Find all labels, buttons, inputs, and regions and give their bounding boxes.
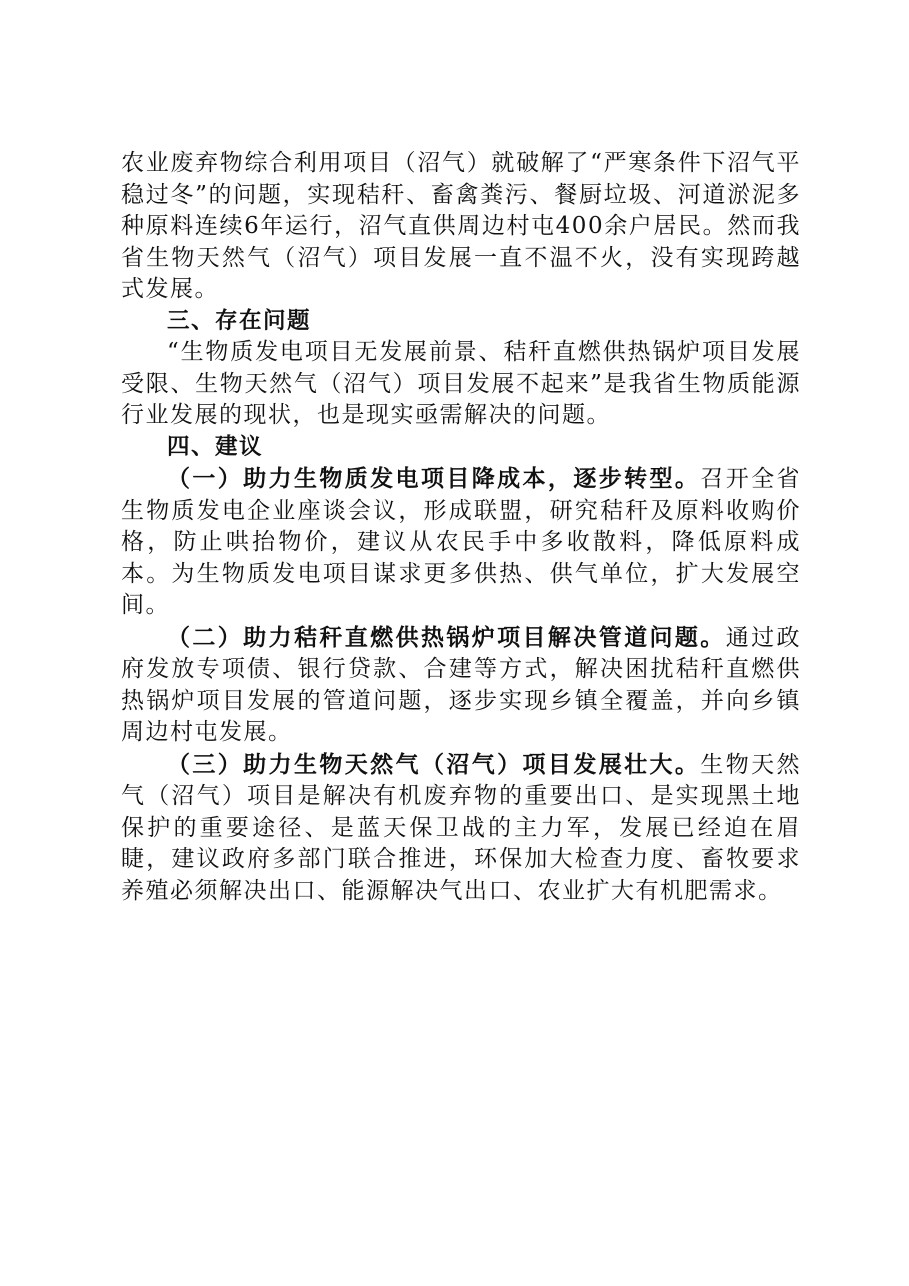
suggestion-paragraph-1 xyxy=(121,463,801,622)
section-heading-problems: 三、存在问题 xyxy=(167,307,312,334)
suggestion-1-body: 召开全省生物质发电企业座谈会议，形成联盟，研究秸秆及原料收购价格，防止哄抬物价，建议从农民手中多收散料，降低原料成本。为生物质发电项目谋求更多供热、供气单位，扩大发展空间。 xyxy=(121,466,802,618)
suggestion-paragraph-2 xyxy=(121,622,801,749)
intro-paragraph: 农业废弃物综合利用项目（沼气）就破解了“严寒条件下沼气平稳过冬”的问题，实现秸秆、畜禽粪污、餐厨垃圾、河道淤泥多种原料连续6年运行，沼气直供周边村屯400余户居民。然而我省生物天然气（沼气）项目发展一直不温不火，没有实现跨越式发展。 xyxy=(121,150,801,302)
suggestion-2-body: 通过政府发放专项债、银行贷款、合建等方式，解决困扰秸秆直燃供热锅炉项目发展的管道问题，逐步实现乡镇全覆盖，并向乡镇周边村屯发展。 xyxy=(121,624,802,745)
section-heading-suggestions: 四、建议 xyxy=(167,433,264,460)
suggestion-paragraph-3 xyxy=(121,749,801,908)
suggestion-3-body: 生物天然气（沼气）项目是解决有机废弃物的重要出口、是实现黑土地保护的重要途径、是蓝天保卫战的主力军，发展已经迫在眉睫，建议政府多部门联合推进，环保加大检查力度、畜牧要求养殖必须解决出口、能源解决气出口、农业扩大有机肥需求。 xyxy=(121,751,802,904)
document-body xyxy=(121,148,801,907)
suggestion-3-lead: （三）助力生物天然气（沼气）项目发展壮大。 xyxy=(167,750,701,778)
problems-paragraph: “生物质发电项目无发展前景、秸秆直燃供热锅炉项目发展受限、生物天然气（沼气）项目发展不起来”是我省生物质能源行业发展的现状，也是现实亟需解决的问题。 xyxy=(121,339,801,428)
suggestion-1-lead: （一）助力生物质发电项目降成本，逐步转型。 xyxy=(167,465,701,492)
suggestion-2-lead: （二）助力秸秆直燃供热锅炉项目解决管道问题。 xyxy=(167,623,726,651)
